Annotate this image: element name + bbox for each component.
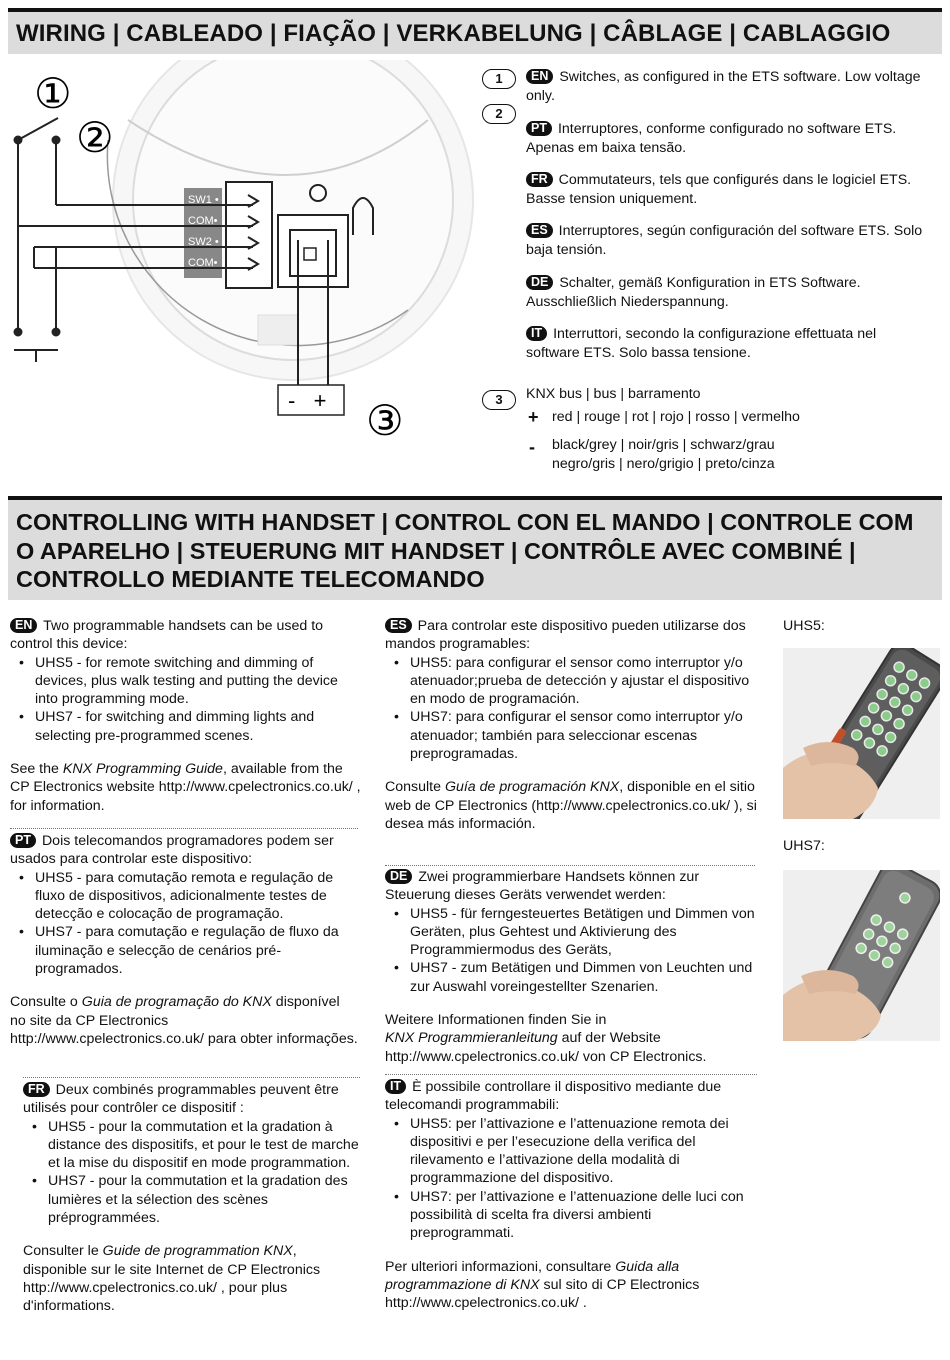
- de-reference: Weitere Informationen finden Sie in KNX Programmieranleitung auf der Website http://www.cpelectronics.co.uk/ von CP Electronics.: [385, 1012, 707, 1065]
- wiring-section-title: WIRING | CABLEADO | FIAÇÃO | VERKABELUNG | CÂBLAGE | CABLAGGIO: [8, 8, 942, 54]
- lang-badge-es: ES: [526, 223, 553, 238]
- en-reference: See the KNX Programming Guide, available from the CP Electronics website http://www.cpelectronics.co.uk/ , for information.: [10, 761, 361, 814]
- switch-note-en-text: Switches, as configured in the ETS software. Low voltage only.: [526, 69, 921, 104]
- bus-connector-pin: [304, 248, 316, 260]
- sensor-dial: [258, 315, 298, 345]
- lang-badge-en-2: EN: [10, 618, 37, 633]
- switch-note-de: [526, 274, 931, 311]
- switch-note-pt: [526, 120, 931, 157]
- en-item-uhs5: • UHS5 - for remote switching and dimming of devices, plus walk testing and putting the device into programming mode.: [35, 654, 362, 709]
- uhs5-label: UHS5:: [783, 618, 825, 634]
- block-de: [385, 865, 755, 1066]
- es-item-uhs7: • UHS7: para configurar el sensor como interruptor y/o atenuador; también para seleccionar escenas preprogramadas.: [410, 708, 763, 763]
- knx-minus-colors-1: black/grey | noir/gris | schwarz/grau: [552, 437, 775, 453]
- switch-note-fr-text: Commutateurs, tels que configurés dans le logiciel ETS. Basse tension uniquement.: [526, 172, 912, 207]
- en-item-uhs7: • UHS7 - for switching and dimming lights and selecting pre-programmed scenes.: [35, 708, 362, 745]
- bus-terminal-polarity: - +: [288, 388, 327, 413]
- block-en: [10, 617, 362, 815]
- switch-note-it: [526, 325, 931, 362]
- terminal-sw1: SW1 •: [188, 194, 219, 206]
- block-pt: [10, 828, 358, 1048]
- lang-badge-de-2: DE: [385, 869, 412, 884]
- switch-note-it-text: Interruttori, secondo la configurazione effettuata nel software ETS. Solo bassa tensione.: [526, 326, 877, 361]
- lang-badge-it: IT: [526, 326, 547, 341]
- lang-badge-it-2: IT: [385, 1079, 406, 1094]
- lang-badge-es-2: ES: [385, 618, 412, 633]
- fr-item-uhs7: • UHS7 - pour la commutation et la gradation des lumières et la sélection des scènes préprogrammées.: [48, 1172, 360, 1227]
- it-intro: È possibile controllare il dispositivo mediante due telecomandi programmabili:: [385, 1079, 722, 1114]
- lang-badge-de: DE: [526, 275, 553, 290]
- knx-minus-sign: -: [529, 437, 535, 457]
- switch-note-de-text: Schalter, gemäß Konfiguration in ETS Software. Ausschließlich Niederspannung.: [526, 275, 861, 310]
- fr-reference: Consulter le Guide de programmation KNX, disponible sur le site Internet de CP Electronics http://www.cpelectronics.co.uk/ , pour plus d'informations.: [23, 1243, 321, 1315]
- block-es: [385, 617, 763, 833]
- fr-intro: Deux combinés programmables peuvent être utilisés pour contrôler ce dispositif :: [23, 1082, 339, 1117]
- lang-badge-pt: PT: [526, 121, 552, 136]
- switch-note-es: [526, 222, 931, 259]
- label-3: ③: [366, 396, 404, 445]
- knx-minus-colors-2: negro/gris | nero/grigio | preto/cinza: [552, 456, 775, 472]
- uhs7-label: UHS7:: [783, 838, 825, 854]
- terminal-com1: COM•: [188, 215, 218, 227]
- lang-badge-fr-2: FR: [23, 1082, 50, 1097]
- wiring-diagram: [8, 60, 478, 490]
- uhs7-handset-photo: [783, 870, 940, 1041]
- badge-3: 3: [482, 390, 516, 410]
- label-2: ②: [76, 113, 114, 162]
- label-1: ①: [34, 69, 72, 118]
- uhs5-handset-illustration: [783, 648, 940, 819]
- badge-2: 2: [482, 104, 516, 124]
- switch-note-es-text: Interruptores, según configuración del software ETS. Solo baja tensión.: [526, 223, 923, 258]
- switch-note-en: [526, 68, 931, 105]
- knx-plus-colors: red | rouge | rot | rojo | rosso | vermelho: [552, 409, 800, 425]
- block-it: [385, 1074, 757, 1313]
- it-item-uhs7: • UHS7: per l’attivazione e l’attenuazione delle luci con possibilità di scelta fra diversi ambienti preprogrammati.: [410, 1188, 757, 1243]
- lang-badge-pt-2: PT: [10, 833, 36, 848]
- es-reference: Consulte Guía de programación KNX, disponible en el sitio web de CP Electronics (http://www.cpelectronics.co.uk/ ), si desea más información.: [385, 779, 757, 832]
- fr-item-uhs5: • UHS5 - pour la commutation et la gradation à distance des dispositifs, et pour le test de marche et la mise du dispositif en mode programmation.: [48, 1118, 360, 1173]
- pt-intro: Dois telecomandos programadores podem ser usados para controlar este dispositivo:: [10, 833, 334, 868]
- pt-reference: Consulte o Guia de programação do KNX disponível no site da CP Electronics http://www.cpelectronics.co.uk/ para obter informações.: [10, 994, 358, 1047]
- sensor-led: [310, 185, 326, 201]
- knx-plus-sign: +: [528, 407, 539, 427]
- uhs7-handset-illustration: [783, 870, 940, 1041]
- de-intro: Zwei programmierbare Handsets können zur Steuerung dieses Geräts verwendet werden:: [385, 869, 700, 904]
- en-intro: Two programmable handsets can be used to control this device:: [10, 618, 324, 653]
- es-item-uhs5: • UHS5: para configurar el sensor como interruptor y/o atenuador;prueba de detección y ajustar el dispositivo en modo de programación.: [410, 654, 763, 709]
- terminal-com2: COM•: [188, 257, 218, 269]
- switch-terminal-block: [226, 182, 272, 288]
- uhs5-handset-photo: [783, 648, 940, 819]
- wiring-diagram-svg: [8, 60, 478, 490]
- lang-badge-en: EN: [526, 69, 553, 84]
- it-reference: Per ulteriori informazioni, consultare Guida alla programmazione di KNX sul sito di CP Electronics http://www.cpelectronics.co.uk/ .: [385, 1258, 700, 1312]
- switch-note-fr: [526, 171, 931, 208]
- de-item-uhs7: • UHS7 - zum Betätigen und Dimmen von Leuchten und zur Auswahl voreingestellter Szenarien.: [410, 959, 755, 996]
- pt-item-uhs5: • UHS5 - para comutação remota e regulação de fluxo de dispositivos, adicionalmente testes de detecção e colocação de programação.: [35, 869, 358, 924]
- controlling-section-title: CONTROLLING WITH HANDSET | CONTROL CON EL MANDO | CONTROLE COM O APARELHO | STEUERUNG MIT HANDSET | CONTRÔLE AVEC COMBINÉ | CONTROLLO MEDIANTE TELECOMANDO: [8, 496, 942, 600]
- it-item-uhs5: • UHS5: per l’attivazione e l’attenuazione remota dei dispositivi e per l’esecuzione della verifica del rilevamento e l’attivazione della modalità di programmazione del dispositivo.: [410, 1115, 757, 1188]
- terminal-sw2: SW2 •: [188, 236, 219, 248]
- badge-1: 1: [482, 69, 516, 89]
- de-item-uhs5: • UHS5 - für ferngesteuertes Betätigen und Dimmen von Geräten, plus Gehtest und Aktivierung des Programmiermodus des Geräts,: [410, 905, 755, 960]
- switch-note-pt-text: Interruptores, conforme configurado no software ETS. Apenas em baixa tensão.: [526, 121, 897, 156]
- lang-badge-fr: FR: [526, 172, 553, 187]
- pt-item-uhs7: • UHS7 - para comutação e regulação de fluxo da iluminação e selecção de cenários pré-programados.: [35, 923, 358, 978]
- block-fr: [23, 1077, 360, 1316]
- es-intro: Para controlar este dispositivo pueden utilizarse dos mandos programables:: [385, 618, 746, 653]
- knx-bus-title: KNX bus | bus | barramento: [526, 386, 701, 402]
